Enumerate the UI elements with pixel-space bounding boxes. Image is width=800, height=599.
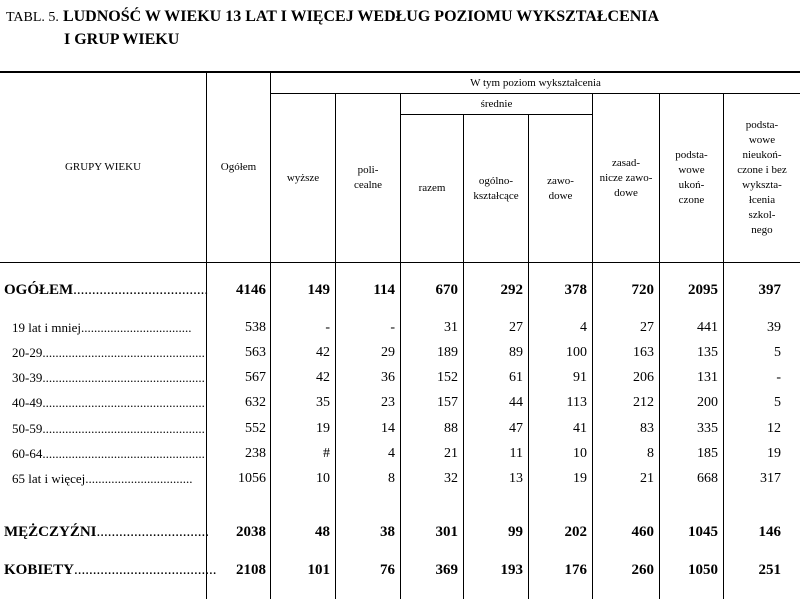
table-cell: 42 <box>316 370 330 385</box>
table-cell: 260 <box>631 562 654 578</box>
table-cell: 14 <box>381 421 395 436</box>
table-cell: 2095 <box>688 282 718 298</box>
table-cell: 5 <box>774 395 781 410</box>
table-cell: 42 <box>316 345 330 360</box>
table-cell: 19 <box>573 471 587 486</box>
header-podstawowe: podsta- wowe ukoń- czone <box>675 149 708 206</box>
leader-dots: .................................................. <box>42 345 205 360</box>
leader-dots: ...................................... <box>74 562 217 578</box>
table-cell: 100 <box>566 345 587 360</box>
row-label: 50-59.................................................. <box>12 421 205 436</box>
table-cell: 335 <box>697 421 718 436</box>
table-cell: 99 <box>508 524 523 540</box>
table-cell: 193 <box>500 562 523 578</box>
table-cell: 36 <box>381 370 395 385</box>
table-cell: 317 <box>760 471 781 486</box>
table-cell: 47 <box>509 421 523 436</box>
table-cell: 12 <box>767 421 781 436</box>
table-cell: 44 <box>509 395 523 410</box>
title-line-2: I GRUP WIEKU <box>64 31 180 48</box>
table-cell: 378 <box>564 282 587 298</box>
table-cell: 21 <box>640 471 654 486</box>
table-cell: 23 <box>381 395 395 410</box>
header-w-tym: W tym poziom wykształcenia <box>470 76 601 89</box>
table-cell: 4146 <box>236 282 266 298</box>
leader-dots: .................................. <box>80 320 192 335</box>
table-cell: 189 <box>437 345 458 360</box>
leader-dots: .................................................. <box>42 421 205 436</box>
table-cell: 152 <box>437 370 458 385</box>
row-label: 19 lat i mniej.................................. <box>12 320 192 335</box>
table-cell: 38 <box>380 524 395 540</box>
table-cell: 301 <box>435 524 458 540</box>
header-zawodowe: zawo- dowe <box>547 174 574 202</box>
table-cell: 460 <box>631 524 654 540</box>
table-cell: 35 <box>316 395 330 410</box>
leader-dots: .................................................. <box>42 370 205 385</box>
table-cell: 4 <box>580 320 587 335</box>
table-cell: - <box>776 370 781 385</box>
title-line-1: LUDNOŚĆ W WIEKU 13 LAT I WIĘCEJ WEDŁUG POZIOMU WYKSZTAŁCENIA <box>62 8 660 25</box>
table-cell: 1050 <box>688 562 718 578</box>
row-label: 60-64.................................................. <box>12 446 205 461</box>
table-cell: 212 <box>633 395 654 410</box>
table-cell: 563 <box>245 345 266 360</box>
table-cell: 27 <box>509 320 523 335</box>
table-cell: 101 <box>307 562 330 578</box>
table-cell: 251 <box>758 562 781 578</box>
table-cell: 2108 <box>236 562 266 578</box>
table-cell: 146 <box>758 524 781 540</box>
leader-dots: .................................................. <box>42 395 205 410</box>
table-cell: 131 <box>697 370 718 385</box>
table-cell: 27 <box>640 320 654 335</box>
table-cell: 720 <box>631 282 654 298</box>
table-cell: 89 <box>509 345 523 360</box>
leader-dots: .................................... <box>73 282 209 298</box>
table-cell: 149 <box>307 282 330 298</box>
table-cell: 292 <box>500 282 523 298</box>
table-cell: 21 <box>444 446 458 461</box>
table-number: TABL. 5. <box>6 10 59 25</box>
header-srednie: średnie <box>480 97 513 110</box>
row-label: MĘŻCZYŹNI.............................. <box>4 524 210 540</box>
table-cell: 185 <box>697 446 718 461</box>
header-zasadnicze: zasad- nicze zawo- dowe <box>599 156 653 199</box>
table-cell: 5 <box>774 345 781 360</box>
table-cell: 369 <box>435 562 458 578</box>
leader-dots: .............................. <box>96 524 210 540</box>
table-cell: 11 <box>509 446 523 461</box>
row-label: 40-49.................................................. <box>12 395 205 410</box>
header-ogolem: Ogółem <box>220 161 257 173</box>
table-cell: 48 <box>315 524 330 540</box>
table-cell: 176 <box>564 562 587 578</box>
table-cell: 41 <box>573 421 587 436</box>
table-cell: 61 <box>509 370 523 385</box>
table-cell: 8 <box>647 446 654 461</box>
header-podstawowe-nieukonczone: podsta- wowe nieukoń- czone i bez wykszta- łcenia szkol- nego <box>737 119 787 236</box>
table-cell: 10 <box>316 471 330 486</box>
table-cell: 397 <box>758 282 781 298</box>
leader-dots: ................................. <box>85 471 193 486</box>
table-cell: 4 <box>388 446 395 461</box>
table-cell: # <box>323 446 330 461</box>
table-cell: 113 <box>566 395 587 410</box>
table-cell: 135 <box>697 345 718 360</box>
row-label: OGÓŁEM.................................... <box>4 282 209 298</box>
table-cell: 163 <box>633 345 654 360</box>
leader-dots: .................................................. <box>42 446 205 461</box>
table-cell: 91 <box>573 370 587 385</box>
header-wyzsze: wyższe <box>286 171 320 184</box>
header-razem: razem <box>418 182 446 194</box>
row-label: 65 lat i więcej................................. <box>12 471 193 486</box>
table-cell: 441 <box>697 320 718 335</box>
row-label: 20-29.................................................. <box>12 345 205 360</box>
table-cell: 13 <box>509 471 523 486</box>
table-cell: 76 <box>380 562 395 578</box>
table-cell: 19 <box>767 446 781 461</box>
table-cell: - <box>390 320 395 335</box>
table-cell: 200 <box>697 395 718 410</box>
table-cell: 567 <box>245 370 266 385</box>
table-cell: 2038 <box>236 524 266 540</box>
table-cell: 10 <box>573 446 587 461</box>
header-grupy-wieku: GRUPY WIEKU <box>64 161 142 173</box>
table-cell: 19 <box>316 421 330 436</box>
table-cell: 202 <box>564 524 587 540</box>
table-cell: 39 <box>767 320 781 335</box>
table-cell: 206 <box>633 370 654 385</box>
row-label: KOBIETY...................................... <box>4 562 217 578</box>
table-cell: 29 <box>381 345 395 360</box>
table-cell: 632 <box>245 395 266 410</box>
table-cell: 552 <box>245 421 266 436</box>
table-cell: 83 <box>640 421 654 436</box>
table-cell: 157 <box>437 395 458 410</box>
table-cell: 668 <box>697 471 718 486</box>
table-cell: 538 <box>245 320 266 335</box>
table-title <box>6 6 659 51</box>
table-cell: 114 <box>373 282 395 298</box>
row-label: 30-39.................................................. <box>12 370 205 385</box>
header-ogolnoksztalcace: ogólno- kształcące <box>473 174 519 202</box>
table-cell: 32 <box>444 471 458 486</box>
table-cell: 8 <box>388 471 395 486</box>
table-cell: - <box>325 320 330 335</box>
table-cell: 1056 <box>238 471 266 486</box>
table-cell: 88 <box>444 421 458 436</box>
table-cell: 1045 <box>688 524 718 540</box>
table-cell: 670 <box>435 282 458 298</box>
table-cell: 238 <box>245 446 266 461</box>
header-policealne: poli- cealne <box>353 164 383 191</box>
table-cell: 31 <box>444 320 458 335</box>
